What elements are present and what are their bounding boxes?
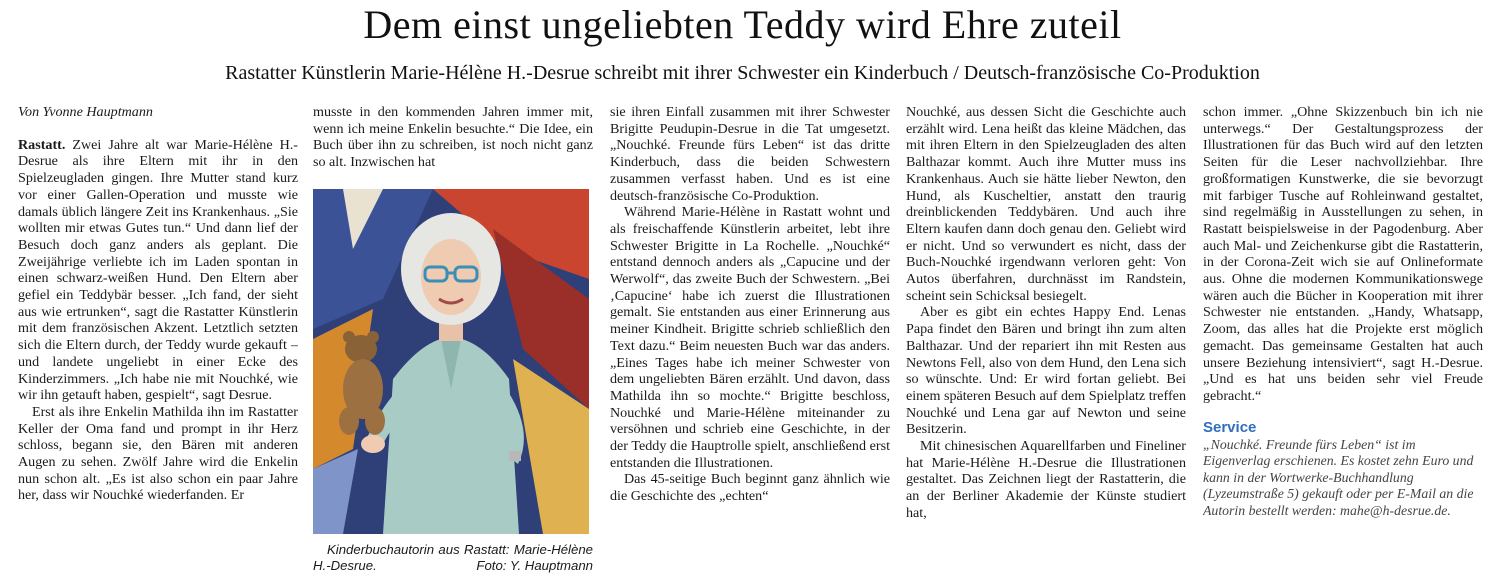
paragraph-text: Zwei Jahre alt war Marie-Hélène H.-Desrue als ihre Eltern mit ihr in den Spielzeugladen gingen. Ihre Mutter stand kurz vor einer Gallen-Operation und musste wie damals üblich längere Zeit ins Krankenhaus. „Sie wollten mir etwas Gutes tun.“ Und dann lief der Besuch doch ganz anders als geplant. Die Zweijährige verliebte ich im Laden spontan in einen schwarz-weißen Hund. Den Eltern aber gefiel ein Teddybär besser. „Ich fand, der sieht aus wie ertrunken“, sagt die Rastatter Künstlerin mit dem französischen Akzent. Letztlich setzten sich die Eltern durch, der Teddy wurde gekauft – und landete ungeliebt in einer Ecke des Kinderzimmers. „Ich habe nie mit Nouchké, wie wir ihn getauft haben, gespielt“, sagt Desrue. [18, 136, 298, 404]
service-heading: Service [1203, 418, 1257, 436]
photo-caption [313, 542, 593, 575]
article-column-1 [18, 104, 298, 577]
paragraph: musste in den kommenden Jahren immer mit, wenn ich meine Enkelin besuchte.“ Die Idee, ein Buch über ihn zu schreiben, ist noch nicht ganz so alt. Inzwischen hat [313, 104, 593, 171]
article-column-3 [610, 104, 890, 577]
paragraph: Nouchké, aus dessen Sicht die Geschichte auch erzählt wird. Lena heißt das kleine Mädchen, das mit ihren Eltern in den Spielzeugladen des alten Balthazar kommt. Auch ihre Mutter muss ins Krankenhaus. Auch sie hätte lieber Newton, den Hund, als Kuscheltier, anstatt den traurig dreinblickenden Teddybären. Und auch ihre Eltern kaufen dann doch genau den. Geliebt wird er nicht. Und so verwundert es nicht, dass der Buch-Nouchké irgendwann verloren geht: Von Autos überfahren, durchnässt im Randstein, scheint sein Schicksal besiegelt. [906, 104, 1186, 304]
paragraph: Aber es gibt ein echtes Happy End. Lenas Papa findet den Bären und bringt ihn zum alten Balthazar. Und der repariert ihn mit Resten aus Newtons Fell, also von dem Hund, den Lena sich so wünschte. Und: Er wird fortan geliebt. Bei einem späteren Besuch auf dem Spielplatz treffen Nouchké und Lena gar auf Newton und seine Besitzerin. [906, 304, 1186, 438]
article-column-2 [313, 104, 593, 577]
article-column-5 [1203, 104, 1483, 577]
portrait-photo [313, 189, 589, 534]
article-column-4 [906, 104, 1186, 577]
paragraph: sie ihren Einfall zusammen mit ihrer Schwester Brigitte Peudupin-Desrue in die Tat umgesetzt. „Nouchké. Freunde fürs Leben“ ist das dritte Kinderbuch, dass die beiden Schwestern zusammen verfasst haben. Und es ist eine deutsch-französische Co-Produktion. [610, 104, 890, 204]
article-subheadline: Rastatter Künstlerin Marie-Hélène H.-Desrue schreibt mit ihrer Schwester ein Kinderbuch / Deutsch-französische Co-Produktion [225, 62, 1260, 84]
service-text: „Nouchké. Freunde fürs Leben“ ist im Eigenverlag erschienen. Es kostet zehn Euro und kann in der Wortwerke-Buchhandlung (Lyzeumstraße 5) gekauft oder per E-Mail an die Autorin bestellt werden: mahe@h-desrue.de. [1203, 436, 1474, 518]
paragraph: Erst als ihre Enkelin Mathilda ihn im Rastatter Keller der Oma fand und prompt in ihr Herz schloss, begann sie, den Bären mit anderen Augen zu sehen. Zwölf Jahre wird die Enkelin nun schon alt. „Es ist also schon ein paar Jahre her, dass wir Nouchké wiederfanden. Er [18, 403, 298, 504]
byline: Von Yvonne Hauptmann [18, 104, 153, 120]
paragraph: Mit chinesischen Aquarellfarben und Fineliner hat Marie-Hélène H.-Desrue die Illustrationen gestaltet. Das Zeichnen liegt der Rastatterin, die an der Berliner Akademie der Künste studiert hat, [906, 438, 1186, 521]
portrait-illustration [313, 189, 589, 534]
paragraph [18, 137, 298, 404]
photo-credit: Foto: Y. Hauptmann [476, 558, 593, 574]
paragraph: Während Marie-Hélène in Rastatt wohnt und als freischaffende Künstlerin arbeitet, lebt ihre Schwester Brigitte in La Rochelle. „Nouchké“ entstand dennoch anders als „Capucine und der Werwolf“, das zweite Buch der Schwestern. „Bei ‚Capucine‘ habe ich zuerst die Illustrationen gemalt. Sie entstanden aus einer Erinnerung aus meiner Kindheit. Brigitte schrieb schließlich den Text dazu.“ Beim neuesten Buch war das anders. „Eines Tages habe ich meiner Schwester von dem ungeliebten Bären erzählt. Und davon, dass Mathilda ihn so mochte.“ Brigitte beschloss, Nouchké und Marie-Hélène miteinander zu versöhnen und schrieb eine Geschichte, in der der Teddy die Hauptrolle spielt, anschließend erst entstanden die Illustrationen. [610, 204, 890, 471]
dateline: Rastatt. [18, 136, 66, 153]
paragraph: Das 45-seitige Buch beginnt ganz ähnlich wie die Geschichte des „echten“ [610, 471, 890, 505]
article-headline: Dem einst ungeliebten Teddy wird Ehre zuteil [363, 2, 1122, 47]
paragraph: schon immer. „Ohne Skizzenbuch bin ich nie unterwegs.“ Der Gestaltungsprozess der Illustrationen für das Buch wird auf den letzten Seiten für die Leser nachvollziehbar. Ihre großformatigen Kunstwerke, die sie bevorzugt mit farbiger Tusche auf Rohleinwand gestaltet, sind regelmäßig in Ausstellungen zu sehen, in Rastatt beispielsweise in der Pagodenburg. Aber auch Mal- und Zeichenkurse gibt die Rastatterin, in der Corona-Zeit wich sie auf Onlineformate aus. Ohne die modernen Kommunikationswege wären auch die Bücher in Kooperation mit ihrer Schwester nie entstanden. „Handy, Whatsapp, Zoom, das alles hat die Projekte erst möglich gemacht. Das gemeinsame Gestalten hat auch unsere Beziehung intensiviert“, sagt H.-Desrue. „Und es hat uns beiden sehr viel Freude gebracht.“ [1203, 104, 1483, 404]
caption-text: Kinderbuchautorin aus Rastatt: Marie-Hélène H.-Desrue. [313, 541, 593, 574]
